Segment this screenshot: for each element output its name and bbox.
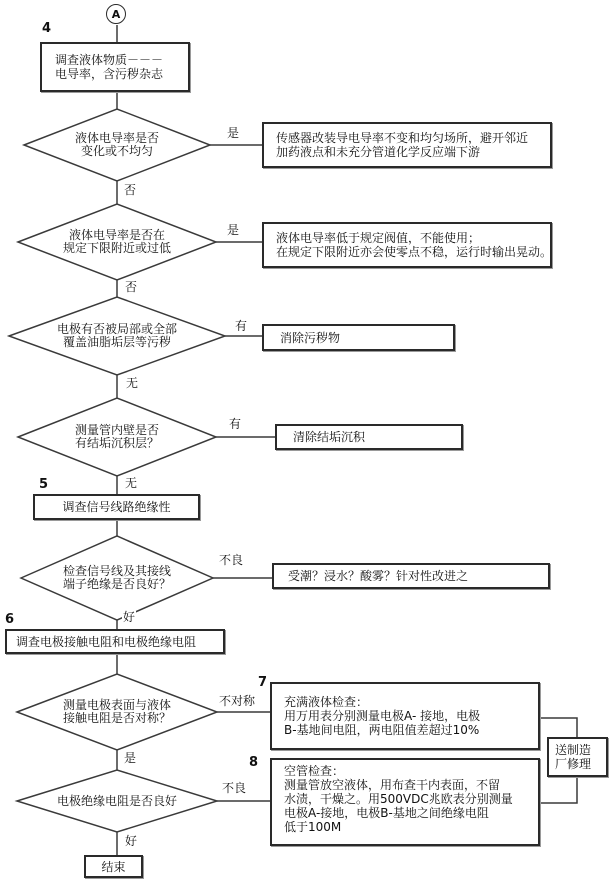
action-text-line: 传感器改装导电导率不变和均匀场所，避开邻近 [276, 131, 529, 145]
decision-text-line: 覆盖油脂垢层等污秽 [62, 335, 171, 349]
action-text-line: 送制造 [555, 743, 592, 757]
process-investigate-liquid [40, 42, 190, 92]
decision-wiring-insulation-good [27, 565, 207, 591]
decision-text-line: 规定下限附近或过低 [62, 241, 171, 255]
edge-label-yes: 是 [227, 223, 240, 237]
decision-text-line: 测量电极表面与液体 [62, 698, 171, 712]
decision-text-line: 变化或不均匀 [80, 144, 153, 158]
action-relocate-sensor [262, 122, 552, 168]
edge-b7-to-repair [540, 718, 577, 737]
action-conductivity-below-threshold [262, 222, 552, 268]
edge-repair-to-b8 [540, 777, 577, 803]
action-text-line: 用万用表分别测量电极A- 接地，电极 [284, 709, 481, 723]
end-node [84, 855, 143, 878]
process-text-line: 电导率，含污秽杂志 [55, 67, 164, 81]
action-text-line: 水渍，干燥之。用500VDC兆欧表分别测量 [284, 792, 513, 806]
decision-text-line: 电极绝缘电阻是否良好 [56, 794, 177, 808]
action-text-line: 厂修理 [555, 757, 592, 771]
action-text-line: 加药液点和未充分管道化学反应端下游 [276, 145, 481, 159]
edge-label-yes: 是 [124, 751, 137, 765]
action-remove-fouling [262, 324, 455, 351]
action-fix-moisture-issue [272, 563, 550, 589]
action-full-pipe-check [270, 682, 540, 750]
action-text-line: 清除结垢沉积 [293, 430, 366, 444]
action-text-line: 测量管放空液体，用布查干内表面，不留 [284, 778, 501, 792]
decision-tube-scaled [27, 424, 207, 450]
action-empty-pipe-check [270, 758, 540, 846]
decision-electrode-fouled [17, 323, 217, 349]
decision-text-line: 测量管内壁是否 [74, 423, 159, 437]
action-text-line: 充满液体检查： [284, 695, 369, 709]
process-text-line: 调查电极接触电阻和电极绝缘电阻 [16, 634, 197, 649]
edge-label-has: 有 [229, 417, 242, 431]
edge-label-good: 好 [123, 610, 136, 624]
action-send-to-factory [547, 737, 608, 777]
decision-text-line: 液体电导率是否在 [68, 228, 165, 242]
edge-label-good: 好 [125, 834, 138, 848]
process-text-line: 调查信号线路绝缘性 [62, 500, 171, 514]
edge-label-no: 否 [125, 280, 138, 294]
action-text-line: 消除污秽物 [280, 330, 341, 345]
edge-label-bad: 不良 [219, 553, 244, 567]
connector-a-label: A [111, 7, 121, 21]
step-number-7: 7 [258, 675, 268, 690]
process-check-signal-wiring [33, 494, 200, 520]
decision-electrode-insulation-good [17, 795, 217, 808]
step-number-6: 6 [5, 612, 15, 627]
step-number-5: 5 [39, 477, 49, 492]
step-number-8: 8 [249, 755, 259, 770]
decision-conductivity-uniform [37, 132, 197, 158]
edge-label-asymmetric: 不对称 [219, 694, 256, 708]
edge-label-yes: 是 [227, 126, 240, 140]
edge-label-none: 无 [125, 476, 138, 490]
decision-text-line: 有结垢沉积层？ [74, 436, 159, 450]
decision-conductivity-low [27, 229, 207, 255]
step-number-4: 4 [42, 21, 52, 36]
decision-text-line: 电极有否被局部或全部 [56, 322, 177, 336]
end-label: 结束 [101, 859, 126, 874]
action-text-line: B-基地间电阻，两电阻值差超过10% [284, 723, 480, 737]
process-text-line: 调查液体物质－－－ [55, 53, 164, 67]
action-remove-scale [275, 424, 463, 450]
process-check-electrode-resistance [5, 629, 225, 654]
edge-label-bad: 不良 [222, 781, 247, 795]
edge-label-has: 有 [235, 319, 248, 333]
action-text-line: 低于100M [284, 820, 342, 834]
offpage-connector-a [106, 4, 126, 24]
action-text-line: 在规定下限附近亦会使零点不稳，运行时输出晃动。 [276, 245, 553, 259]
decision-text-line: 端子绝缘是否良好？ [62, 577, 171, 591]
decision-contact-resistance-symmetric [22, 699, 212, 725]
edge-label-no: 否 [124, 183, 137, 197]
decision-text-line: 液体电导率是否 [74, 131, 159, 145]
action-text-line: 液体电导率低于规定阀值，不能使用； [276, 231, 481, 245]
action-text-line: 受潮？浸水？酸雾？针对性改进之 [288, 569, 469, 583]
edge-label-none: 无 [126, 376, 139, 390]
decision-text-line: 接触电阻是否对称？ [62, 711, 171, 725]
action-text-line: 电极A-接地，电极B-基地之间绝缘电阻 [284, 806, 489, 820]
decision-text-line: 检查信号线及其接线 [62, 564, 171, 578]
action-text-line: 空管检查： [284, 764, 345, 778]
